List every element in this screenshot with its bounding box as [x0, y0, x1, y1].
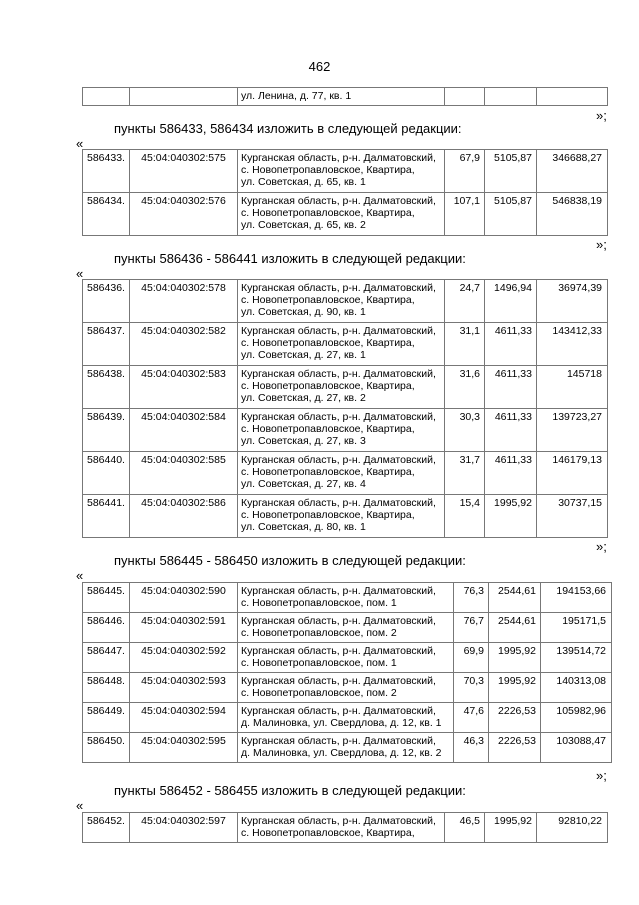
row-number: 586437. — [83, 323, 130, 366]
section-table — [82, 149, 608, 236]
table-row — [83, 366, 608, 409]
opening-quote: « — [76, 568, 84, 583]
rate: 1995,92 — [489, 673, 541, 703]
cadastral-value: 30737,15 — [537, 495, 608, 538]
area: 31,7 — [445, 452, 485, 495]
rate: 4611,33 — [485, 452, 537, 495]
rate: 5105,87 — [485, 150, 537, 193]
cadastral-value: 105982,96 — [541, 703, 612, 733]
cadastral-number: 45:04:040302:583 — [130, 366, 238, 409]
row-number: 586449. — [83, 703, 130, 733]
cadastral-value — [537, 88, 608, 106]
address-line: ул. Советская, д. 27, кв. 1 — [241, 349, 366, 361]
row-number: 586440. — [83, 452, 130, 495]
rate: 4611,33 — [485, 409, 537, 452]
closing-quote: »; — [596, 539, 607, 554]
cadastral-value: 194153,66 — [541, 583, 612, 613]
closing-quote: »; — [596, 108, 607, 123]
table-row — [83, 452, 608, 495]
rate — [485, 88, 537, 106]
address — [238, 452, 445, 495]
cadastral-value: 36974,39 — [537, 280, 608, 323]
address-line: с. Новопетропавловское, пом. 2 — [241, 687, 397, 699]
section-table — [82, 279, 608, 538]
address-line: с. Новопетропавловское, Квартира, — [241, 466, 415, 478]
section-instruction: пункты 586445 - 586450 изложить в следующей редакции: — [114, 553, 466, 568]
row-number: 586436. — [83, 280, 130, 323]
address: ул. Ленина, д. 77, кв. 1 — [238, 88, 445, 106]
area: 15,4 — [445, 495, 485, 538]
rate: 2544,61 — [489, 613, 541, 643]
row-number: 586445. — [83, 583, 130, 613]
address-line: ул. Советская, д. 27, кв. 3 — [241, 435, 366, 447]
continuation-table — [82, 87, 608, 106]
rate: 4611,33 — [485, 323, 537, 366]
cadastral-number: 45:04:040302:591 — [130, 613, 238, 643]
address — [238, 643, 454, 673]
address — [238, 613, 454, 643]
area: 31,1 — [445, 323, 485, 366]
section-instruction: пункты 586436 - 586441 изложить в следующей редакции: — [114, 251, 466, 266]
address-line: ул. Советская, д. 27, кв. 2 — [241, 392, 366, 404]
row-number: 586439. — [83, 409, 130, 452]
cadastral-number: 45:04:040302:582 — [130, 323, 238, 366]
cadastral-value: 145718 — [537, 366, 608, 409]
cadastral-number: 45:04:040302:578 — [130, 280, 238, 323]
row-number: 586434. — [83, 193, 130, 236]
rate: 1995,92 — [485, 495, 537, 538]
row-number: 586452. — [83, 813, 130, 843]
area — [445, 88, 485, 106]
table-row — [83, 703, 612, 733]
row-number: 586438. — [83, 366, 130, 409]
address-line: с. Новопетропавловское, Квартира, — [241, 827, 415, 839]
address-line: Курганская область, р-н. Далматовский, — [241, 368, 436, 380]
opening-quote: « — [76, 798, 84, 813]
address-line: Курганская область, р-н. Далматовский, — [241, 282, 436, 294]
area: 46,3 — [454, 733, 489, 763]
address-line: д. Малиновка, ул. Свердлова, д. 12, кв. 1 — [241, 717, 442, 729]
section-table — [82, 812, 608, 843]
table-row — [83, 150, 608, 193]
cadastral-number: 45:04:040302:584 — [130, 409, 238, 452]
area: 67,9 — [445, 150, 485, 193]
table-row — [83, 813, 608, 843]
address-line: ул. Советская, д. 80, кв. 1 — [241, 521, 366, 533]
cadastral-value: 346688,27 — [537, 150, 608, 193]
cadastral-value: 103088,47 — [541, 733, 612, 763]
table-row — [83, 643, 612, 673]
address-line: Курганская область, р-н. Далматовский, — [241, 815, 436, 827]
area: 70,3 — [454, 673, 489, 703]
address-line: с. Новопетропавловское, Квартира, — [241, 207, 415, 219]
table-row — [83, 495, 608, 538]
address-line: с. Новопетропавловское, Квартира, — [241, 509, 415, 521]
rate: 1995,92 — [485, 813, 537, 843]
address — [238, 193, 445, 236]
cadastral-value: 92810,22 — [537, 813, 608, 843]
table-row — [83, 323, 608, 366]
row-number: 586448. — [83, 673, 130, 703]
rate: 1995,92 — [489, 643, 541, 673]
address — [238, 409, 445, 452]
section-table — [82, 582, 612, 763]
area: 46,5 — [445, 813, 485, 843]
cadastral-number — [130, 88, 238, 106]
opening-quote: « — [76, 266, 84, 281]
cadastral-value: 546838,19 — [537, 193, 608, 236]
address-line: Курганская область, р-н. Далматовский, — [241, 705, 436, 717]
address — [238, 150, 445, 193]
address — [238, 583, 454, 613]
address-line: ул. Советская, д. 65, кв. 2 — [241, 219, 366, 231]
address — [238, 366, 445, 409]
closing-quote: »; — [596, 237, 607, 252]
cadastral-value: 143412,33 — [537, 323, 608, 366]
address-line: ул. Советская, д. 27, кв. 4 — [241, 478, 366, 490]
area: 47,6 — [454, 703, 489, 733]
rate: 1496,94 — [485, 280, 537, 323]
address-line: с. Новопетропавловское, пом. 2 — [241, 627, 397, 639]
cadastral-number: 45:04:040302:586 — [130, 495, 238, 538]
address-line: с. Новопетропавловское, Квартира, — [241, 423, 415, 435]
cadastral-number: 45:04:040302:585 — [130, 452, 238, 495]
rate: 2544,61 — [489, 583, 541, 613]
page-number: 462 — [308, 59, 331, 74]
address-line: Курганская область, р-н. Далматовский, — [241, 325, 436, 337]
address-line: ул. Советская, д. 90, кв. 1 — [241, 306, 366, 318]
cadastral-value: 139723,27 — [537, 409, 608, 452]
table-row — [83, 280, 608, 323]
cadastral-number: 45:04:040302:592 — [130, 643, 238, 673]
table-row — [83, 583, 612, 613]
address-line: Курганская область, р-н. Далматовский, — [241, 454, 436, 466]
address-line: Курганская область, р-н. Далматовский, — [241, 585, 436, 597]
row-number: 586447. — [83, 643, 130, 673]
area: 107,1 — [445, 193, 485, 236]
row-number: 586446. — [83, 613, 130, 643]
table-row — [83, 88, 608, 106]
address-line: Курганская область, р-н. Далматовский, — [241, 497, 436, 509]
address-line: Курганская область, р-н. Далматовский, — [241, 645, 436, 657]
address — [238, 813, 445, 843]
cadastral-number: 45:04:040302:594 — [130, 703, 238, 733]
row-number: 586450. — [83, 733, 130, 763]
address-line: Курганская область, р-н. Далматовский, — [241, 615, 436, 627]
cadastral-number: 45:04:040302:590 — [130, 583, 238, 613]
address — [238, 323, 445, 366]
row-number: 586441. — [83, 495, 130, 538]
address — [238, 280, 445, 323]
area: 76,3 — [454, 583, 489, 613]
rate: 5105,87 — [485, 193, 537, 236]
address — [238, 495, 445, 538]
address — [238, 733, 454, 763]
address-line: с. Новопетропавловское, Квартира, — [241, 337, 415, 349]
cadastral-number: 45:04:040302:576 — [130, 193, 238, 236]
section-instruction: пункты 586433, 586434 изложить в следующей редакции: — [114, 121, 462, 136]
address-line: ул. Советская, д. 65, кв. 1 — [241, 176, 366, 188]
rate: 2226,53 — [489, 733, 541, 763]
table-row — [83, 613, 612, 643]
table-row — [83, 193, 608, 236]
address — [238, 673, 454, 703]
rate: 2226,53 — [489, 703, 541, 733]
table-row — [83, 733, 612, 763]
cadastral-value: 146179,13 — [537, 452, 608, 495]
area: 76,7 — [454, 613, 489, 643]
cadastral-number: 45:04:040302:593 — [130, 673, 238, 703]
address-line: Курганская область, р-н. Далматовский, — [241, 735, 436, 747]
address-line: с. Новопетропавловское, Квартира, — [241, 294, 415, 306]
area: 30,3 — [445, 409, 485, 452]
row-number — [83, 88, 130, 106]
row-number: 586433. — [83, 150, 130, 193]
table-row — [83, 673, 612, 703]
address-line: с. Новопетропавловское, пом. 1 — [241, 657, 397, 669]
cadastral-number: 45:04:040302:595 — [130, 733, 238, 763]
cadastral-value: 140313,08 — [541, 673, 612, 703]
section-instruction: пункты 586452 - 586455 изложить в следующей редакции: — [114, 783, 466, 798]
table-row — [83, 409, 608, 452]
address-line: д. Малиновка, ул. Свердлова, д. 12, кв. 2 — [241, 747, 442, 759]
cadastral-value: 195171,5 — [541, 613, 612, 643]
cadastral-number: 45:04:040302:575 — [130, 150, 238, 193]
opening-quote: « — [76, 136, 84, 151]
address — [238, 703, 454, 733]
cadastral-number: 45:04:040302:597 — [130, 813, 238, 843]
address-line: Курганская область, р-н. Далматовский, — [241, 675, 436, 687]
address-line: Курганская область, р-н. Далматовский, — [241, 152, 436, 164]
address-line: с. Новопетропавловское, Квартира, — [241, 380, 415, 392]
area: 31,6 — [445, 366, 485, 409]
address-line: Курганская область, р-н. Далматовский, — [241, 411, 436, 423]
area: 69,9 — [454, 643, 489, 673]
rate: 4611,33 — [485, 366, 537, 409]
address-line: Курганская область, р-н. Далматовский, — [241, 195, 436, 207]
cadastral-value: 139514,72 — [541, 643, 612, 673]
area: 24,7 — [445, 280, 485, 323]
address-line: с. Новопетропавловское, Квартира, — [241, 164, 415, 176]
closing-quote: »; — [596, 768, 607, 783]
address-line: с. Новопетропавловское, пом. 1 — [241, 597, 397, 609]
